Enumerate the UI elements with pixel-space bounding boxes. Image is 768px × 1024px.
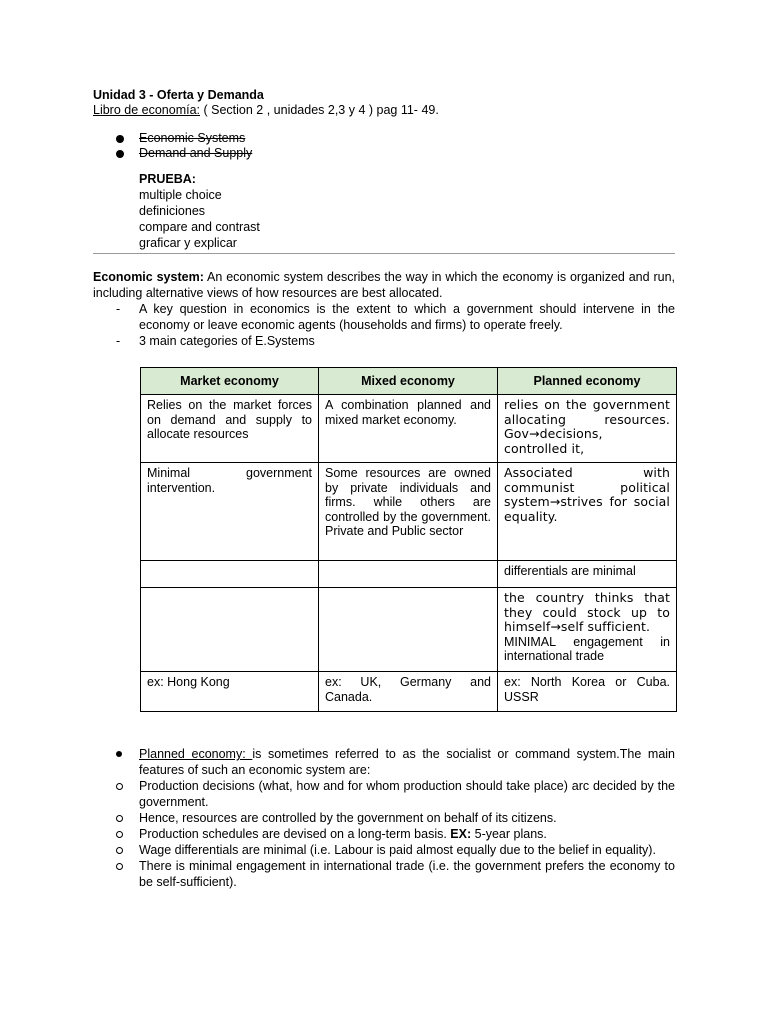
table-cell-text: MINIMAL engagement in international trade (504, 634, 670, 663)
table-cell (498, 588, 677, 672)
prueba-item: compare and contrast (139, 220, 260, 234)
table-row (141, 588, 677, 672)
dash-icon: - (116, 334, 121, 348)
planned-economy-term: Planned economy: (139, 747, 253, 761)
dash-item: 3 main categories of E.Systems (139, 334, 315, 348)
planned-economy-paragraph (139, 746, 675, 778)
table-cell: ex: UK, Germany and Canada. (319, 672, 498, 712)
economic-system-term: Economic system: (93, 270, 204, 284)
economic-system-paragraph (93, 269, 675, 301)
table-cell: ex: Hong Kong (141, 672, 319, 712)
circle-bullet-icon (116, 815, 123, 822)
feature-item (139, 826, 547, 842)
feature-ex-label: EX: (450, 827, 472, 841)
page-title: Unidad 3 - Oferta y Demanda (93, 88, 264, 102)
bullet-icon (116, 751, 122, 757)
feature-item: Hence, resources are controlled by the government on behalf of its citizens. (139, 811, 557, 825)
table-row (141, 395, 677, 463)
dash-item: A key question in economics is the extent to which a government should intervene in the economy or leave economic agents (households and firms) to operate freely. (139, 302, 675, 332)
feature-ex-text: 5-year plans. (471, 827, 547, 841)
bullet-icon (116, 135, 124, 143)
table-cell: A combination planned and mixed market economy. (319, 395, 498, 463)
economy-comparison-table (140, 367, 677, 712)
prueba-item: graficar y explicar (139, 236, 237, 250)
circle-bullet-icon (116, 847, 123, 854)
table-cell (141, 588, 319, 672)
bullet-icon (116, 150, 124, 158)
table-header-cell: Mixed economy (319, 368, 498, 395)
feature-text: Production schedules are devised on a long-term basis. (139, 827, 451, 841)
table-row (141, 463, 677, 561)
topic-item: Demand and Supply (139, 146, 253, 160)
economic-system-definition: An economic system describes the way in which the economy is organized and run, including alternative views of how resources are best allocated. (93, 270, 675, 300)
feature-item: Wage differentials are minimal (i.e. Labour is paid almost equally due to the belief in equality). (139, 843, 656, 857)
table-cell: Minimal government intervention. (141, 463, 319, 561)
prueba-item: definiciones (139, 204, 206, 218)
prueba-item: multiple choice (139, 188, 222, 202)
horizontal-divider (93, 253, 675, 254)
table-header-row (141, 368, 677, 395)
table-cell: Some resources are owned by private individuals and firms. while others are controlled by the government. Private and Public sector (319, 463, 498, 561)
feature-item: There is minimal engagement in international trade (i.e. the government prefers the economy to be self-sufficient). (139, 859, 675, 889)
circle-bullet-icon (116, 831, 123, 838)
feature-item: Production decisions (what, how and for whom production should take place) arc decided by the government. (139, 779, 675, 809)
planned-economy-intro: is sometimes referred to as the socialist or command system.The main features of such an economic system are: (139, 747, 675, 777)
table-cell (141, 561, 319, 588)
circle-bullet-icon (116, 783, 123, 790)
table-row (141, 672, 677, 712)
circle-bullet-icon (116, 863, 123, 870)
table-cell: Relies on the market forces on demand and supply to allocate resources (141, 395, 319, 463)
table-cell: Associated with communist political system→strives for social equality. (498, 463, 677, 561)
table-cell-text: the country thinks that they could stock up to himself→self sufficient. (504, 590, 670, 634)
table-row (141, 561, 677, 588)
table-cell: ex: North Korea or Cuba. USSR (498, 672, 677, 712)
table-cell: relies on the government allocating resources. Gov→decisions, controlled it, (498, 395, 677, 463)
table-cell: differentials are minimal (498, 561, 677, 588)
table-cell (319, 588, 498, 672)
table-header-cell: Market economy (141, 368, 319, 395)
book-reference-rest: ( Section 2 , unidades 2,3 y 4 ) pag 11- 49. (200, 103, 439, 117)
book-reference (93, 102, 439, 118)
book-link[interactable]: Libro de economía: (93, 103, 201, 117)
prueba-label: PRUEBA: (139, 172, 196, 186)
table-header-cell: Planned economy (498, 368, 677, 395)
table-cell (319, 561, 498, 588)
topic-item: Economic Systems (139, 131, 246, 145)
dash-icon: - (116, 302, 121, 316)
